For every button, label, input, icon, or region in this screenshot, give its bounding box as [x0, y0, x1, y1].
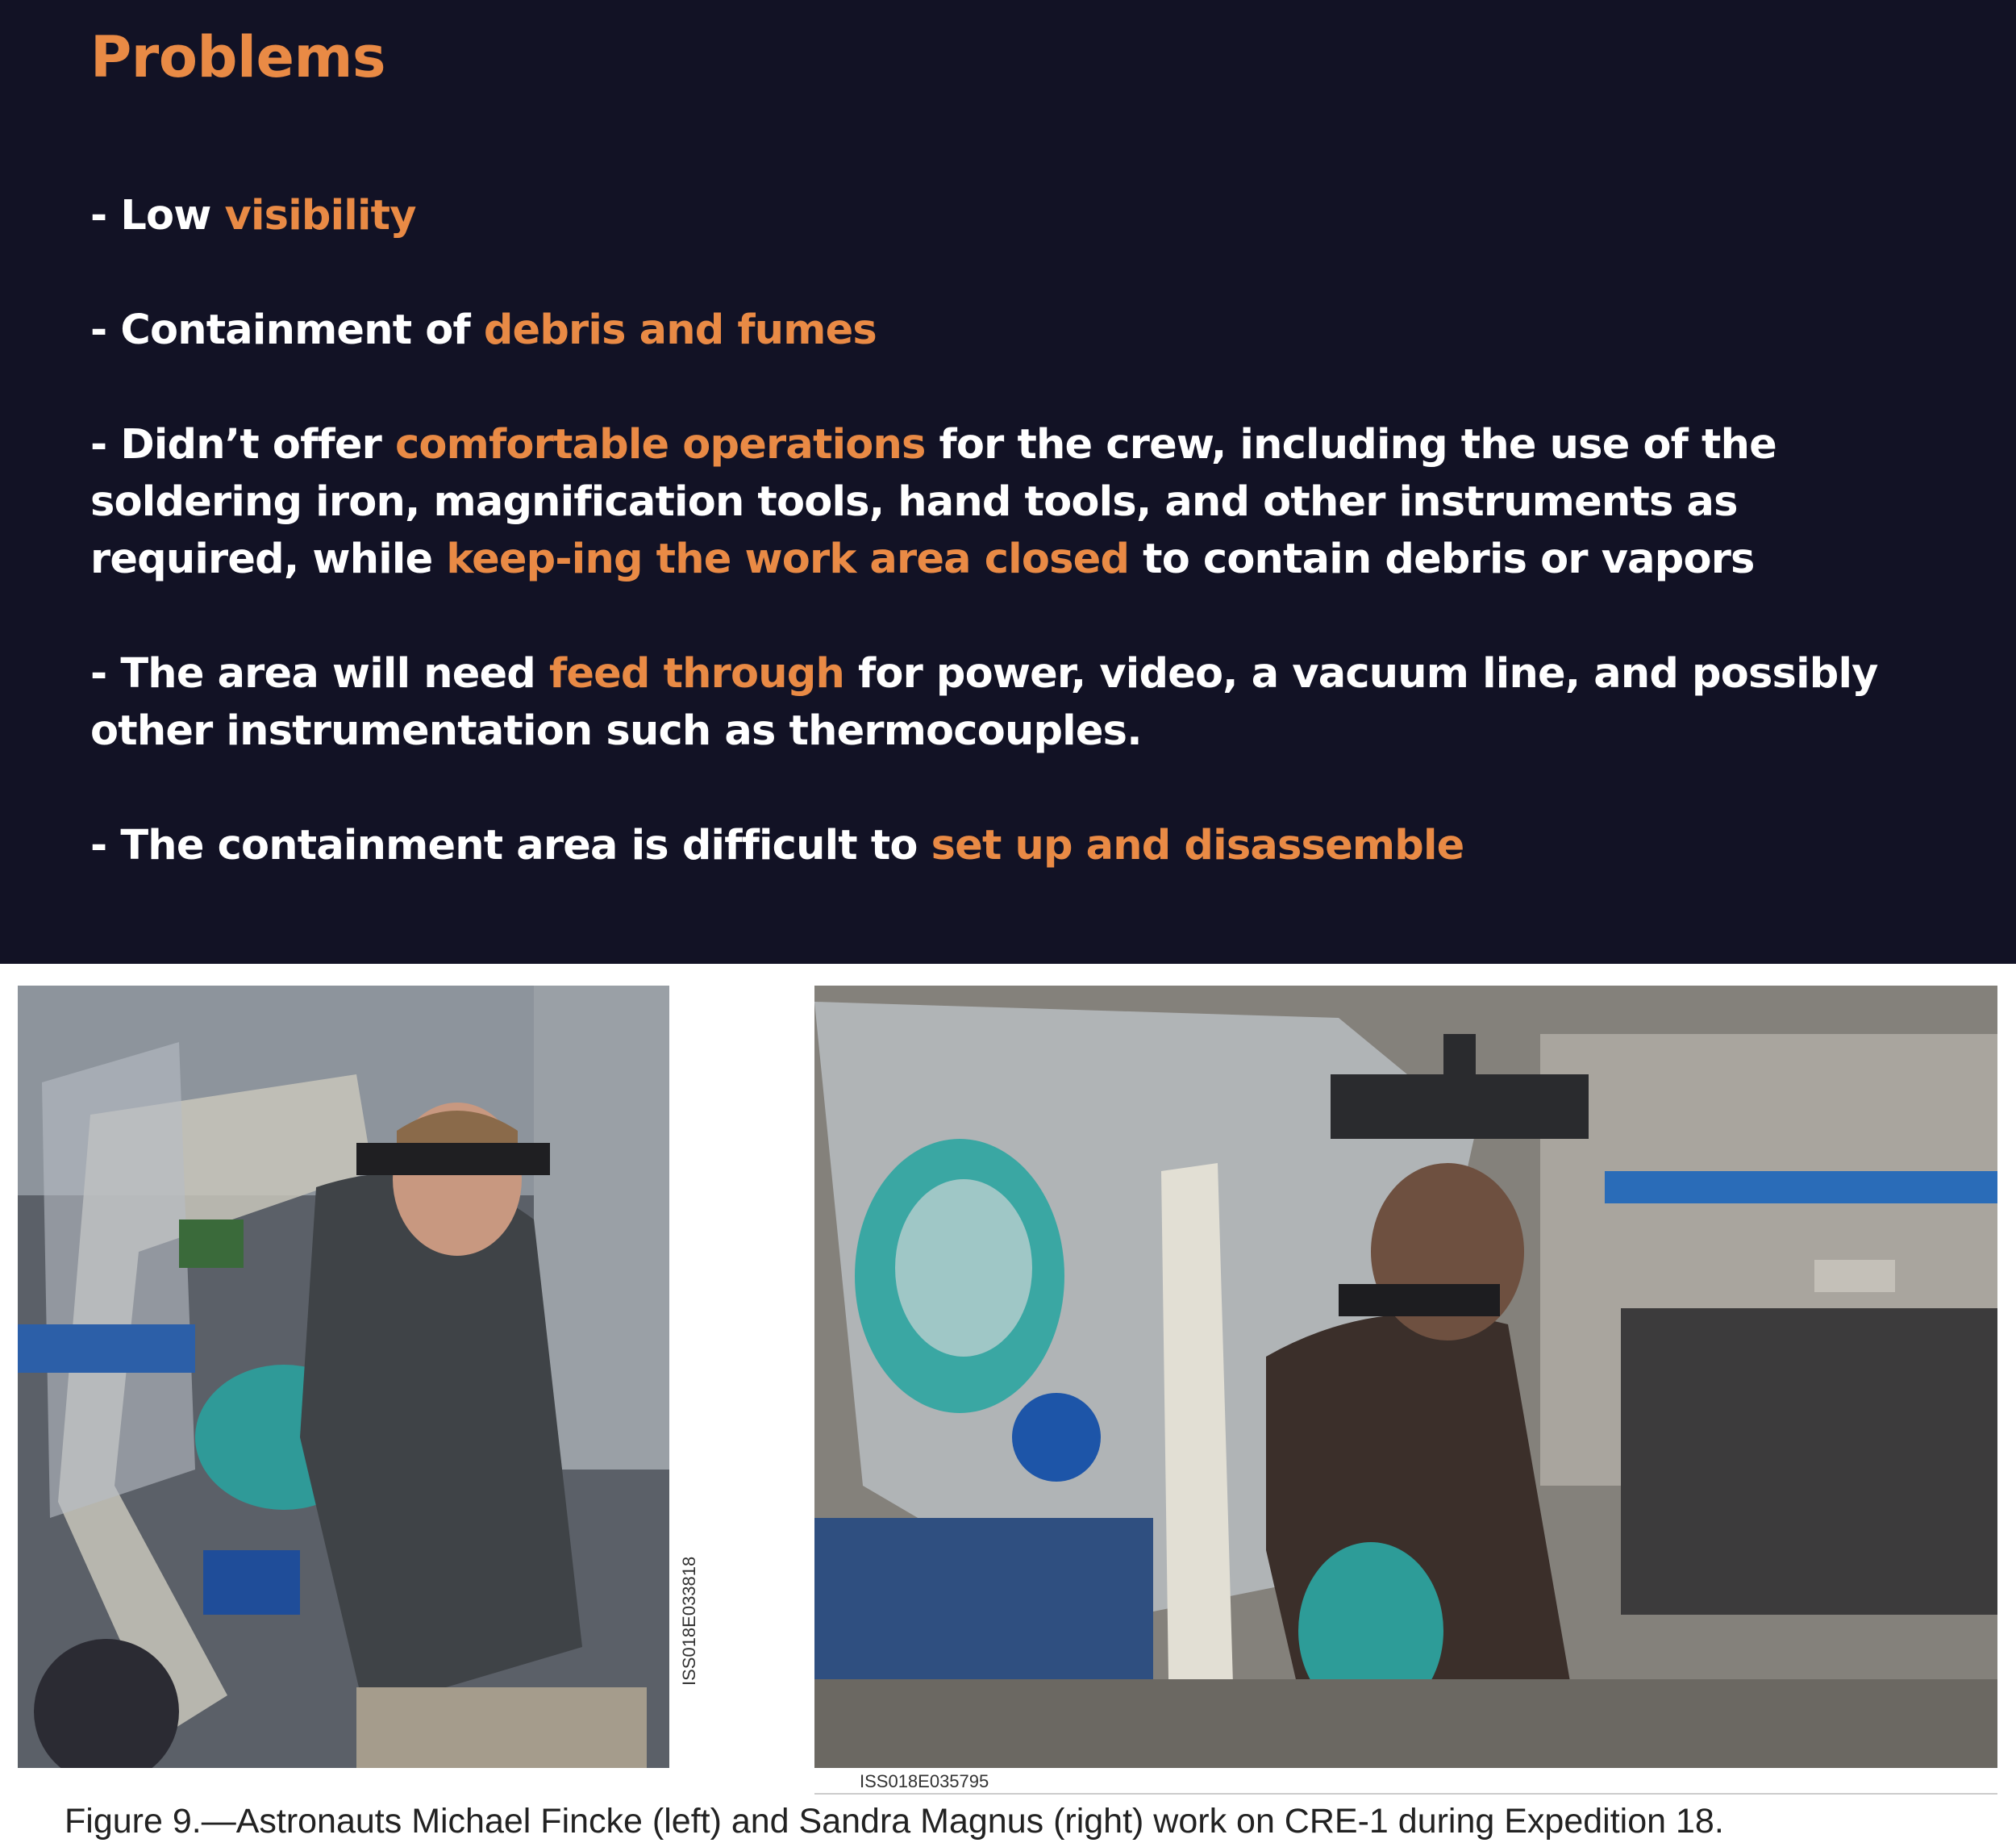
bullet-list [90, 187, 1897, 874]
bullet-item [90, 817, 1897, 874]
bullet-item [90, 302, 1897, 359]
bullet-highlight: feed through [548, 650, 844, 698]
photo-right-id: ISS018E035795 [860, 1771, 989, 1791]
bullet-text: - Low [90, 192, 225, 240]
bullet-text: - The area will need [90, 650, 549, 698]
bullet-highlight: debris and fumes [483, 306, 877, 354]
bullet-text: to contain debris or vapors [1129, 536, 1755, 583]
bullet-item [90, 187, 1897, 244]
slide-title: Problems [90, 24, 386, 90]
photo-left-id: ISS018E033818 [679, 1556, 699, 1686]
photo-astronaut-magnus [814, 986, 1997, 1768]
bullet-item [90, 645, 1897, 760]
figure-divider [814, 1793, 1997, 1795]
bullet-text: - The containment area is difficult to [90, 822, 931, 869]
photo-astronaut-fincke [18, 986, 669, 1768]
bullet-text: for the crew, including the use of the soldering iron, magnification tools, hand tools, and other instruments as required, while [90, 421, 1776, 583]
bullet-highlight: set up and disassemble [931, 822, 1464, 869]
bullet-highlight: keep-ing the work area closed [446, 536, 1130, 583]
bullet-text: for power, video, a vacuum line, and possibly other instrumentation such as thermocouples. [90, 650, 1878, 755]
bullet-item [90, 416, 1897, 588]
bullet-text: - Didn’t offer [90, 421, 395, 469]
figure-caption: Figure 9.—Astronauts Michael Fincke (left) and Sandra Magnus (right) work on CRE-1 during Expedition 18. [65, 1802, 1724, 1841]
bullet-text: - Containment of [90, 306, 484, 354]
bullet-highlight: visibility [224, 192, 416, 240]
bullet-highlight: comfortable operations [394, 421, 926, 469]
